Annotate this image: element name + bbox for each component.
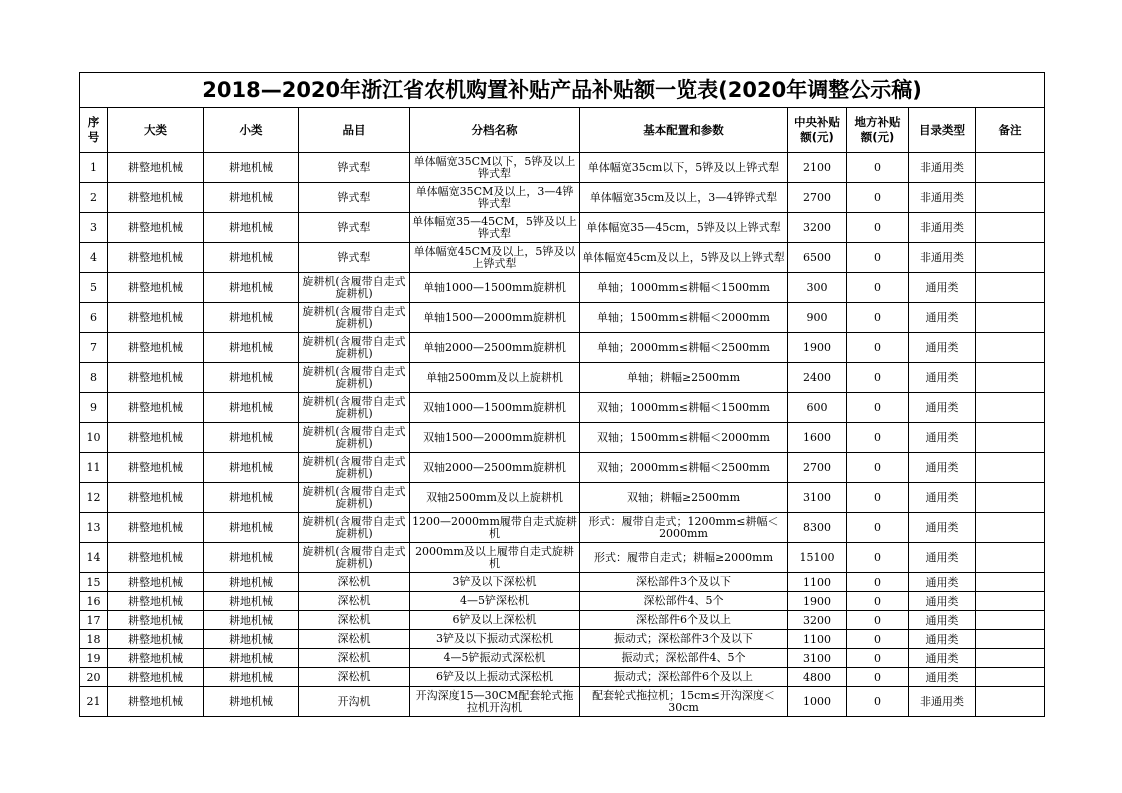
- cell-subcategory: 耕地机械: [204, 543, 299, 573]
- cell-index: 16: [80, 592, 108, 611]
- cell-config: 双轴；1500mm≤耕幅＜2000mm: [580, 423, 788, 453]
- table-row: [80, 592, 1045, 611]
- cell-index: 21: [80, 687, 108, 717]
- cell-index: 8: [80, 363, 108, 393]
- cell-local-subsidy: 0: [847, 153, 909, 183]
- cell-index: 9: [80, 393, 108, 423]
- cell-local-subsidy: 0: [847, 611, 909, 630]
- cell-remarks: [976, 213, 1045, 243]
- table-row: [80, 543, 1045, 573]
- cell-config: 深松部件3个及以下: [580, 573, 788, 592]
- cell-remarks: [976, 483, 1045, 513]
- cell-remarks: [976, 423, 1045, 453]
- cell-local-subsidy: 0: [847, 363, 909, 393]
- cell-catalog-type: 非通用类: [909, 687, 976, 717]
- cell-catalog-type: 非通用类: [909, 243, 976, 273]
- cell-local-subsidy: 0: [847, 303, 909, 333]
- header-category: 大类: [108, 108, 204, 153]
- cell-config: 单体幅宽45cm及以上，5铧及以上铧式犁: [580, 243, 788, 273]
- cell-item: 旋耕机(含履带自走式旋耕机): [299, 423, 410, 453]
- cell-subcategory: 耕地机械: [204, 183, 299, 213]
- cell-remarks: [976, 687, 1045, 717]
- cell-local-subsidy: 0: [847, 183, 909, 213]
- cell-category: 耕整地机械: [108, 453, 204, 483]
- cell-item: 旋耕机(含履带自走式旋耕机): [299, 543, 410, 573]
- cell-subcategory: 耕地机械: [204, 363, 299, 393]
- cell-category: 耕整地机械: [108, 668, 204, 687]
- cell-item: 深松机: [299, 649, 410, 668]
- cell-remarks: [976, 303, 1045, 333]
- cell-remarks: [976, 592, 1045, 611]
- cell-catalog-type: 通用类: [909, 668, 976, 687]
- table-row: [80, 243, 1045, 273]
- cell-catalog-type: 通用类: [909, 333, 976, 363]
- cell-local-subsidy: 0: [847, 453, 909, 483]
- cell-index: 12: [80, 483, 108, 513]
- cell-remarks: [976, 573, 1045, 592]
- cell-remarks: [976, 183, 1045, 213]
- cell-subcategory: 耕地机械: [204, 611, 299, 630]
- cell-index: 10: [80, 423, 108, 453]
- cell-index: 11: [80, 453, 108, 483]
- cell-config: 单体幅宽35cm以下，5铧及以上铧式犁: [580, 153, 788, 183]
- cell-category: 耕整地机械: [108, 592, 204, 611]
- cell-central-subsidy: 1100: [788, 573, 847, 592]
- cell-category: 耕整地机械: [108, 243, 204, 273]
- cell-central-subsidy: 15100: [788, 543, 847, 573]
- cell-subcategory: 耕地机械: [204, 453, 299, 483]
- cell-item: 深松机: [299, 592, 410, 611]
- table-row: [80, 687, 1045, 717]
- cell-item: 旋耕机(含履带自走式旋耕机): [299, 453, 410, 483]
- cell-tier-name: 单体幅宽35CM以下，5铧及以上铧式犁: [410, 153, 580, 183]
- cell-tier-name: 4—5铲深松机: [410, 592, 580, 611]
- cell-catalog-type: 通用类: [909, 423, 976, 453]
- cell-catalog-type: 通用类: [909, 453, 976, 483]
- cell-catalog-type: 通用类: [909, 649, 976, 668]
- cell-item: 铧式犁: [299, 213, 410, 243]
- cell-tier-name: 双轴2000—2500mm旋耕机: [410, 453, 580, 483]
- cell-tier-name: 双轴1000—1500mm旋耕机: [410, 393, 580, 423]
- cell-index: 5: [80, 273, 108, 303]
- header-item: 品目: [299, 108, 410, 153]
- cell-item: 深松机: [299, 611, 410, 630]
- cell-config: 深松部件6个及以上: [580, 611, 788, 630]
- table-row: [80, 630, 1045, 649]
- cell-category: 耕整地机械: [108, 213, 204, 243]
- cell-remarks: [976, 543, 1045, 573]
- cell-tier-name: 1200—2000mm履带自走式旋耕机: [410, 513, 580, 543]
- table-row: [80, 213, 1045, 243]
- header-config: 基本配置和参数: [580, 108, 788, 153]
- cell-index: 13: [80, 513, 108, 543]
- cell-category: 耕整地机械: [108, 513, 204, 543]
- subsidy-table: [79, 72, 1045, 717]
- cell-tier-name: 开沟深度15—30CM配套轮式拖拉机开沟机: [410, 687, 580, 717]
- cell-item: 铧式犁: [299, 153, 410, 183]
- cell-category: 耕整地机械: [108, 183, 204, 213]
- cell-tier-name: 单轴2500mm及以上旋耕机: [410, 363, 580, 393]
- cell-subcategory: 耕地机械: [204, 592, 299, 611]
- cell-tier-name: 单体幅宽35—45CM，5铧及以上铧式犁: [410, 213, 580, 243]
- cell-index: 3: [80, 213, 108, 243]
- cell-tier-name: 4—5铲振动式深松机: [410, 649, 580, 668]
- cell-local-subsidy: 0: [847, 243, 909, 273]
- cell-index: 19: [80, 649, 108, 668]
- cell-catalog-type: 非通用类: [909, 153, 976, 183]
- table-row: [80, 649, 1045, 668]
- cell-index: 2: [80, 183, 108, 213]
- cell-tier-name: 2000mm及以上履带自走式旋耕机: [410, 543, 580, 573]
- cell-tier-name: 3铲及以下振动式深松机: [410, 630, 580, 649]
- cell-catalog-type: 非通用类: [909, 183, 976, 213]
- table-row: [80, 183, 1045, 213]
- cell-category: 耕整地机械: [108, 543, 204, 573]
- cell-index: 20: [80, 668, 108, 687]
- table-row: [80, 273, 1045, 303]
- cell-local-subsidy: 0: [847, 592, 909, 611]
- cell-item: 旋耕机(含履带自走式旋耕机): [299, 303, 410, 333]
- cell-config: 形式：履带自走式；1200mm≤耕幅＜2000mm: [580, 513, 788, 543]
- cell-item: 铧式犁: [299, 243, 410, 273]
- cell-central-subsidy: 1900: [788, 333, 847, 363]
- cell-index: 15: [80, 573, 108, 592]
- cell-remarks: [976, 668, 1045, 687]
- cell-local-subsidy: 0: [847, 649, 909, 668]
- cell-category: 耕整地机械: [108, 153, 204, 183]
- cell-item: 深松机: [299, 668, 410, 687]
- table-body: [80, 153, 1045, 717]
- table-row: [80, 453, 1045, 483]
- cell-config: 振动式；深松部件4、5个: [580, 649, 788, 668]
- cell-config: 振动式；深松部件6个及以上: [580, 668, 788, 687]
- cell-central-subsidy: 2100: [788, 153, 847, 183]
- header-index: 序号: [80, 108, 108, 153]
- cell-catalog-type: 通用类: [909, 513, 976, 543]
- cell-tier-name: 6铲及以上振动式深松机: [410, 668, 580, 687]
- cell-remarks: [976, 273, 1045, 303]
- cell-remarks: [976, 243, 1045, 273]
- cell-config: 单体幅宽35cm及以上，3—4铧铧式犁: [580, 183, 788, 213]
- cell-item: 旋耕机(含履带自走式旋耕机): [299, 513, 410, 543]
- cell-local-subsidy: 0: [847, 393, 909, 423]
- page-title: 2018—2020年浙江省农机购置补贴产品补贴额一览表(2020年调整公示稿): [80, 73, 1045, 108]
- table-row: [80, 363, 1045, 393]
- cell-remarks: [976, 649, 1045, 668]
- cell-config: 单轴；1500mm≤耕幅＜2000mm: [580, 303, 788, 333]
- cell-config: 单轴；2000mm≤耕幅＜2500mm: [580, 333, 788, 363]
- table-row: [80, 611, 1045, 630]
- table-row: [80, 668, 1045, 687]
- cell-local-subsidy: 0: [847, 273, 909, 303]
- cell-config: 振动式；深松部件3个及以下: [580, 630, 788, 649]
- cell-catalog-type: 通用类: [909, 630, 976, 649]
- cell-tier-name: 3铲及以下深松机: [410, 573, 580, 592]
- cell-subcategory: 耕地机械: [204, 687, 299, 717]
- cell-central-subsidy: 3100: [788, 649, 847, 668]
- cell-category: 耕整地机械: [108, 333, 204, 363]
- cell-central-subsidy: 1100: [788, 630, 847, 649]
- cell-central-subsidy: 1000: [788, 687, 847, 717]
- cell-catalog-type: 通用类: [909, 273, 976, 303]
- table-row: [80, 153, 1045, 183]
- cell-catalog-type: 通用类: [909, 592, 976, 611]
- cell-category: 耕整地机械: [108, 649, 204, 668]
- cell-item: 旋耕机(含履带自走式旋耕机): [299, 363, 410, 393]
- cell-index: 18: [80, 630, 108, 649]
- cell-index: 4: [80, 243, 108, 273]
- cell-category: 耕整地机械: [108, 363, 204, 393]
- cell-item: 深松机: [299, 573, 410, 592]
- cell-tier-name: 6铲及以上深松机: [410, 611, 580, 630]
- cell-subcategory: 耕地机械: [204, 630, 299, 649]
- cell-subcategory: 耕地机械: [204, 213, 299, 243]
- cell-remarks: [976, 153, 1045, 183]
- cell-tier-name: 单体幅宽35CM及以上，3—4铧铧式犁: [410, 183, 580, 213]
- cell-subcategory: 耕地机械: [204, 273, 299, 303]
- cell-category: 耕整地机械: [108, 303, 204, 333]
- cell-remarks: [976, 453, 1045, 483]
- cell-tier-name: 单轴2000—2500mm旋耕机: [410, 333, 580, 363]
- header-central-subsidy: 中央补贴额(元): [788, 108, 847, 153]
- cell-index: 6: [80, 303, 108, 333]
- cell-config: 形式：履带自走式；耕幅≥2000mm: [580, 543, 788, 573]
- cell-subcategory: 耕地机械: [204, 423, 299, 453]
- cell-subcategory: 耕地机械: [204, 333, 299, 363]
- cell-local-subsidy: 0: [847, 213, 909, 243]
- cell-subcategory: 耕地机械: [204, 649, 299, 668]
- cell-index: 1: [80, 153, 108, 183]
- cell-config: 单轴；1000mm≤耕幅＜1500mm: [580, 273, 788, 303]
- cell-index: 7: [80, 333, 108, 363]
- cell-catalog-type: 通用类: [909, 303, 976, 333]
- cell-local-subsidy: 0: [847, 423, 909, 453]
- cell-index: 17: [80, 611, 108, 630]
- table-row: [80, 423, 1045, 453]
- cell-category: 耕整地机械: [108, 423, 204, 453]
- cell-category: 耕整地机械: [108, 687, 204, 717]
- cell-local-subsidy: 0: [847, 333, 909, 363]
- cell-remarks: [976, 513, 1045, 543]
- header-tier-name: 分档名称: [410, 108, 580, 153]
- cell-central-subsidy: 300: [788, 273, 847, 303]
- cell-category: 耕整地机械: [108, 483, 204, 513]
- cell-category: 耕整地机械: [108, 273, 204, 303]
- cell-tier-name: 双轴2500mm及以上旋耕机: [410, 483, 580, 513]
- cell-central-subsidy: 900: [788, 303, 847, 333]
- cell-tier-name: 单体幅宽45CM及以上，5铧及以上铧式犁: [410, 243, 580, 273]
- cell-catalog-type: 通用类: [909, 543, 976, 573]
- header-catalog-type: 目录类型: [909, 108, 976, 153]
- cell-local-subsidy: 0: [847, 513, 909, 543]
- cell-local-subsidy: 0: [847, 543, 909, 573]
- cell-central-subsidy: 1900: [788, 592, 847, 611]
- cell-remarks: [976, 333, 1045, 363]
- cell-subcategory: 耕地机械: [204, 513, 299, 543]
- cell-tier-name: 单轴1500—2000mm旋耕机: [410, 303, 580, 333]
- cell-catalog-type: 通用类: [909, 393, 976, 423]
- cell-local-subsidy: 0: [847, 668, 909, 687]
- cell-config: 单体幅宽35—45cm，5铧及以上铧式犁: [580, 213, 788, 243]
- header-local-subsidy: 地方补贴额(元): [847, 108, 909, 153]
- cell-central-subsidy: 1600: [788, 423, 847, 453]
- table-row: [80, 333, 1045, 363]
- cell-central-subsidy: 2700: [788, 453, 847, 483]
- cell-local-subsidy: 0: [847, 573, 909, 592]
- cell-config: 双轴；耕幅≥2500mm: [580, 483, 788, 513]
- cell-central-subsidy: 6500: [788, 243, 847, 273]
- cell-item: 旋耕机(含履带自走式旋耕机): [299, 333, 410, 363]
- cell-subcategory: 耕地机械: [204, 393, 299, 423]
- cell-central-subsidy: 8300: [788, 513, 847, 543]
- cell-subcategory: 耕地机械: [204, 153, 299, 183]
- cell-config: 配套轮式拖拉机；15cm≤开沟深度＜30cm: [580, 687, 788, 717]
- cell-subcategory: 耕地机械: [204, 303, 299, 333]
- header-subcategory: 小类: [204, 108, 299, 153]
- table-row: [80, 393, 1045, 423]
- cell-tier-name: 单轴1000—1500mm旋耕机: [410, 273, 580, 303]
- table-row: [80, 303, 1045, 333]
- cell-category: 耕整地机械: [108, 393, 204, 423]
- cell-config: 双轴；2000mm≤耕幅＜2500mm: [580, 453, 788, 483]
- cell-category: 耕整地机械: [108, 573, 204, 592]
- cell-catalog-type: 通用类: [909, 573, 976, 592]
- cell-remarks: [976, 630, 1045, 649]
- cell-central-subsidy: 600: [788, 393, 847, 423]
- cell-subcategory: 耕地机械: [204, 573, 299, 592]
- cell-local-subsidy: 0: [847, 687, 909, 717]
- cell-remarks: [976, 393, 1045, 423]
- cell-category: 耕整地机械: [108, 630, 204, 649]
- table-row: [80, 513, 1045, 543]
- cell-central-subsidy: 3200: [788, 213, 847, 243]
- cell-item: 旋耕机(含履带自走式旋耕机): [299, 393, 410, 423]
- table-row: [80, 483, 1045, 513]
- cell-catalog-type: 非通用类: [909, 213, 976, 243]
- cell-subcategory: 耕地机械: [204, 668, 299, 687]
- cell-subcategory: 耕地机械: [204, 483, 299, 513]
- cell-central-subsidy: 4800: [788, 668, 847, 687]
- cell-central-subsidy: 3200: [788, 611, 847, 630]
- cell-index: 14: [80, 543, 108, 573]
- header-row: [80, 108, 1045, 153]
- cell-config: 深松部件4、5个: [580, 592, 788, 611]
- cell-item: 开沟机: [299, 687, 410, 717]
- cell-catalog-type: 通用类: [909, 611, 976, 630]
- cell-catalog-type: 通用类: [909, 363, 976, 393]
- cell-remarks: [976, 611, 1045, 630]
- cell-category: 耕整地机械: [108, 611, 204, 630]
- cell-subcategory: 耕地机械: [204, 243, 299, 273]
- cell-item: 旋耕机(含履带自走式旋耕机): [299, 483, 410, 513]
- cell-central-subsidy: 2700: [788, 183, 847, 213]
- table-row: [80, 573, 1045, 592]
- cell-tier-name: 双轴1500—2000mm旋耕机: [410, 423, 580, 453]
- cell-item: 深松机: [299, 630, 410, 649]
- cell-remarks: [976, 363, 1045, 393]
- header-remarks: 备注: [976, 108, 1045, 153]
- cell-catalog-type: 通用类: [909, 483, 976, 513]
- cell-config: 双轴；1000mm≤耕幅＜1500mm: [580, 393, 788, 423]
- cell-local-subsidy: 0: [847, 483, 909, 513]
- cell-central-subsidy: 3100: [788, 483, 847, 513]
- cell-local-subsidy: 0: [847, 630, 909, 649]
- cell-config: 单轴；耕幅≥2500mm: [580, 363, 788, 393]
- cell-item: 旋耕机(含履带自走式旋耕机): [299, 273, 410, 303]
- cell-item: 铧式犁: [299, 183, 410, 213]
- cell-central-subsidy: 2400: [788, 363, 847, 393]
